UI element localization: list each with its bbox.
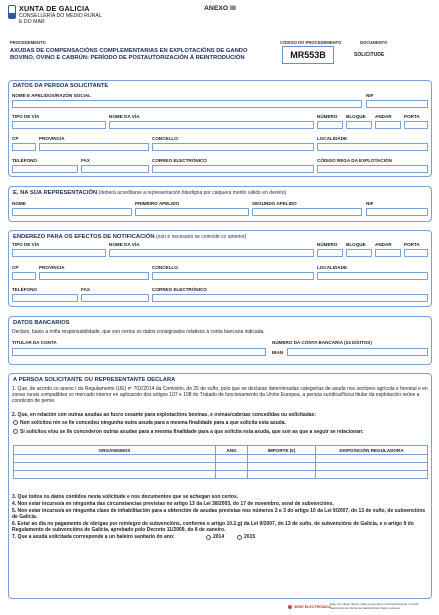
notification-title: ENDEREZO PARA OS EFECTOS DE NOTIFICACIÓN (non é necesario se coincide co anterior) <box>13 234 247 240</box>
rep-surname1-field[interactable] <box>135 208 249 216</box>
applicant-rega-label: CÓDIGO REGA DA EXPLOTACIÓN <box>317 158 392 163</box>
applicant-number-field[interactable] <box>317 121 343 129</box>
bank-declaration: Declaro, baixo a miña responsabilidade, que son certos os datos consignados relativos á conta bancaria indicada. <box>12 329 265 335</box>
logo-sub1: CONSELLERÍA DO MEDIO RURAL <box>19 13 102 19</box>
applicant-fax-label: FAX <box>81 158 90 163</box>
applicant-locality-label: LOCALIDADE <box>317 136 348 141</box>
applicant-number-label: NÚMERO <box>317 114 338 119</box>
annex-label: ANEXO III <box>204 5 236 12</box>
col-year: ANO <box>216 446 248 455</box>
notif-floor-field[interactable] <box>375 249 401 257</box>
representative-note: (deberá acreditarse a representación fidedigna por calquera medio válido en dereito) <box>97 190 287 196</box>
notif-street-type-label: TIPO DE VÍA <box>12 242 40 247</box>
applicant-province-label: PROVINCIA <box>39 136 65 141</box>
other-aids-table <box>13 445 428 479</box>
declaration-title: A PERSOA SOLICITANTE OU REPRESENTANTE DECLARA <box>13 377 176 383</box>
applicant-street-type-field[interactable] <box>12 121 106 129</box>
applicant-block-field[interactable] <box>346 121 372 129</box>
notif-door-field[interactable] <box>404 249 428 257</box>
xunta-logo <box>8 4 102 25</box>
notif-street-type-field[interactable] <box>12 249 106 257</box>
rep-surname2-field[interactable] <box>252 208 362 216</box>
applicant-nif-field[interactable] <box>366 100 428 108</box>
document-label: DOCUMENTO <box>360 40 388 45</box>
notif-province-label: PROVINCIA <box>39 265 65 270</box>
applicant-province-field[interactable] <box>39 143 149 151</box>
declaration-p7: 7. Que a axuda solicitada corresponde a un baleiro sanitario do ano: <box>12 534 175 540</box>
applicant-council-field[interactable] <box>152 143 314 151</box>
applicant-fax-field[interactable] <box>81 165 149 173</box>
table-row <box>14 463 428 471</box>
representative-section <box>8 186 432 222</box>
applicant-street-name-label: NOME DA VÍA <box>109 114 140 119</box>
applicant-phone-label: TELÉFONO <box>12 158 38 163</box>
logo-name: XUNTA DE GALICIA <box>19 4 90 13</box>
declaration-section <box>8 373 432 599</box>
option-not-requested-radio[interactable] <box>13 420 18 425</box>
notif-phone-field[interactable] <box>12 294 78 302</box>
option-requested-label: Si solicitou e/ou se lle concederon outras axudas para a mesma finalidade para a que solicita esta axuda, que son as que a seguir se relacionan: <box>20 428 364 435</box>
notif-fax-field[interactable] <box>81 294 149 302</box>
applicant-section <box>8 80 432 177</box>
procedure-titlebar <box>8 38 432 72</box>
year-2015-radio[interactable] <box>237 535 242 540</box>
notif-email-field[interactable] <box>152 294 428 302</box>
bank-account-label: NÚMERO DA CONTA BANCARIA (24 DÍXITOS) <box>272 340 372 345</box>
option-not-requested-label: Non solicitou nin se lle concedeu ningunha outra axuda para a mesma finalidade para a que solicita esta axuda. <box>20 419 286 426</box>
applicant-nif-label: NIF <box>366 93 374 98</box>
year-2014-label: 2014 <box>213 534 225 540</box>
bank-holder-label: TITULAR DA CONTA <box>12 340 57 345</box>
bank-section <box>8 316 432 365</box>
notif-cp-label: CP <box>12 265 19 270</box>
notif-province-field[interactable] <box>39 272 149 280</box>
applicant-council-label: CONCELLO <box>152 136 178 141</box>
code-label: CÓDIGO DO PROCEDEMENTO <box>280 40 342 45</box>
col-organisms: ORGANISMOS <box>14 446 216 455</box>
notif-email-label: CORREO ELECTRÓNICO <box>152 287 207 292</box>
bank-holder-field[interactable] <box>12 348 266 356</box>
logo-sub2: E DO MAR <box>19 19 45 25</box>
applicant-rega-field[interactable] <box>317 165 428 173</box>
applicant-name-field[interactable] <box>12 100 362 108</box>
applicant-locality-field[interactable] <box>317 143 428 151</box>
applicant-door-field[interactable] <box>404 121 428 129</box>
option-requested-radio[interactable] <box>13 429 18 434</box>
footer-note: Este formulario tamén pode presentarse electronicamente na sede electrónica da Xunta de Galicia https://sede.xunta.es <box>330 602 419 610</box>
applicant-block-label: BLOQUE <box>346 114 366 119</box>
notif-locality-field[interactable] <box>317 272 428 280</box>
sede-electronica-logo: SEDE ELECTRÓNICA <box>288 605 331 609</box>
notif-cp-field[interactable] <box>12 272 36 280</box>
notif-council-label: CONCELLO <box>152 265 178 270</box>
applicant-door-label: PORTA <box>404 114 420 119</box>
rep-surname2-label: SEGUNDO APELIDO <box>252 201 297 206</box>
applicant-floor-label: ANDAR <box>375 114 392 119</box>
notif-number-field[interactable] <box>317 249 343 257</box>
applicant-cp-field[interactable] <box>12 143 36 151</box>
bank-iban-label: IBAN <box>272 350 284 355</box>
notif-council-field[interactable] <box>152 272 314 280</box>
document-value: SOLICITUDE <box>354 52 385 58</box>
table-row <box>14 471 428 479</box>
year-2015-label: 2015 <box>244 534 256 540</box>
declaration-p4: 4. Non estar incurso/a en ningunha das circunstancias previstas no artigo 13 da Lei 38/2003, do 17 de novembro, xeral de subvencións. <box>12 501 334 507</box>
year-2014-radio[interactable] <box>206 535 211 540</box>
applicant-street-name-field[interactable] <box>109 121 314 129</box>
applicant-email-field[interactable] <box>152 165 314 173</box>
rep-name-label: NOME <box>12 201 26 206</box>
applicant-email-label: CORREO ELECTRÓNICO <box>152 158 207 163</box>
declaration-p6: 6. Estar ao día no pagamento de obrigas por reintegro de subvencións, conforme o artigo 10.2.g) da Lei 9/2007, do 13 de xuño, de subvencións de Galicia, e o artigo 9 do Regulamento de subvencións de Galicia, aprobado polo Decreto 11/2009, do 8 de xaneiro. <box>12 521 414 534</box>
bank-account-field[interactable] <box>287 348 428 356</box>
galicia-emblem-icon <box>8 5 16 19</box>
col-amount: IMPORTE (€) <box>248 446 316 455</box>
applicant-floor-field[interactable] <box>375 121 401 129</box>
applicant-phone-field[interactable] <box>12 165 78 173</box>
notification-note: (non é necesario se coincide co anterior) <box>154 234 247 240</box>
applicant-title: DATOS DA PERSOA SOLICITANTE <box>13 83 109 89</box>
procedure-label: PROCEDEMENTO <box>10 40 46 45</box>
header <box>8 4 432 34</box>
applicant-cp-label: CP <box>12 136 19 141</box>
notif-floor-label: ANDAR <box>375 242 392 247</box>
bank-title: DATOS BANCARIOS <box>13 320 70 326</box>
declaration-p5: 5. Non estar incurso/a en ningunha clase de inhabilitación para a obtención de axudas previstas nos números 2 e 3 do artigo 10 da Lei 9/2007, do 13 de xuño, de subvencións de Galicia. <box>12 508 426 521</box>
notif-door-label: PORTA <box>404 242 420 247</box>
notif-phone-label: TELÉFONO <box>12 287 38 292</box>
table-row <box>14 455 428 463</box>
declaration-p1: 1. Que, de acordo co anexo I do Regulamento (UE) nº 702/2014 da Comisión, do 25 de xuño, polo que se declaran determinadas categorías de axuda nos sectores agrícola e forestal e en zonas rurais compatibles co mercado interior en aplicación dos artigos 107 e 108 do Tratado de funcionamento da Unión Europea, a persoa xurídica/física titular da explotación reúne a condición de peme. <box>12 386 428 405</box>
notif-block-field[interactable] <box>346 249 372 257</box>
declaration-p2: 2. Que, en relación con outras axudas ao fucro cesante para explotacións bovinas, e ovinas/cabrúas concedidas ou solicitadas: <box>12 412 316 418</box>
notif-number-label: NÚMERO <box>317 242 338 247</box>
rep-surname1-label: PRIMEIRO APELIDO <box>135 201 180 206</box>
declaration-p3: 3. Que todos os datos contidos nesta solicitude e nos documentos que se achegan son certos. <box>12 494 239 500</box>
notif-block-label: BLOQUE <box>346 242 366 247</box>
notif-fax-label: FAX <box>81 287 90 292</box>
col-regulation: DISPOSICIÓN REGULADORA <box>316 446 428 455</box>
applicant-name-label: NOME E APELIDOS/RAZÓN SOCIAL <box>12 93 91 98</box>
sede-dot-icon <box>288 605 292 609</box>
notif-street-name-field[interactable] <box>109 249 314 257</box>
other-aids-header-row <box>14 446 428 455</box>
rep-nif-label: NIF <box>366 201 374 206</box>
rep-nif-field[interactable] <box>366 208 428 216</box>
notification-section <box>8 230 432 307</box>
notif-street-name-label: NOME DA VÍA <box>109 242 140 247</box>
procedure-title: AXUDAS DE COMPENSACIÓNS COMPLEMENTARIAS EN EXPLOTACIÓNS DE GANDO BOVINO, OVINO E CABRÚN: PERÍODO DE POSTAUTORIZACIÓN Á REINTRODUCIÓN <box>10 48 248 62</box>
procedure-code: MR553B <box>282 46 334 64</box>
applicant-street-type-label: TIPO DE VÍA <box>12 114 40 119</box>
rep-name-field[interactable] <box>12 208 132 216</box>
notif-locality-label: LOCALIDADE <box>317 265 348 270</box>
representative-title: E, NA SÚA REPRESENTACIÓN (deberá acreditarse a representación fidedigna por calquera medio válido en dereito) <box>13 190 287 196</box>
